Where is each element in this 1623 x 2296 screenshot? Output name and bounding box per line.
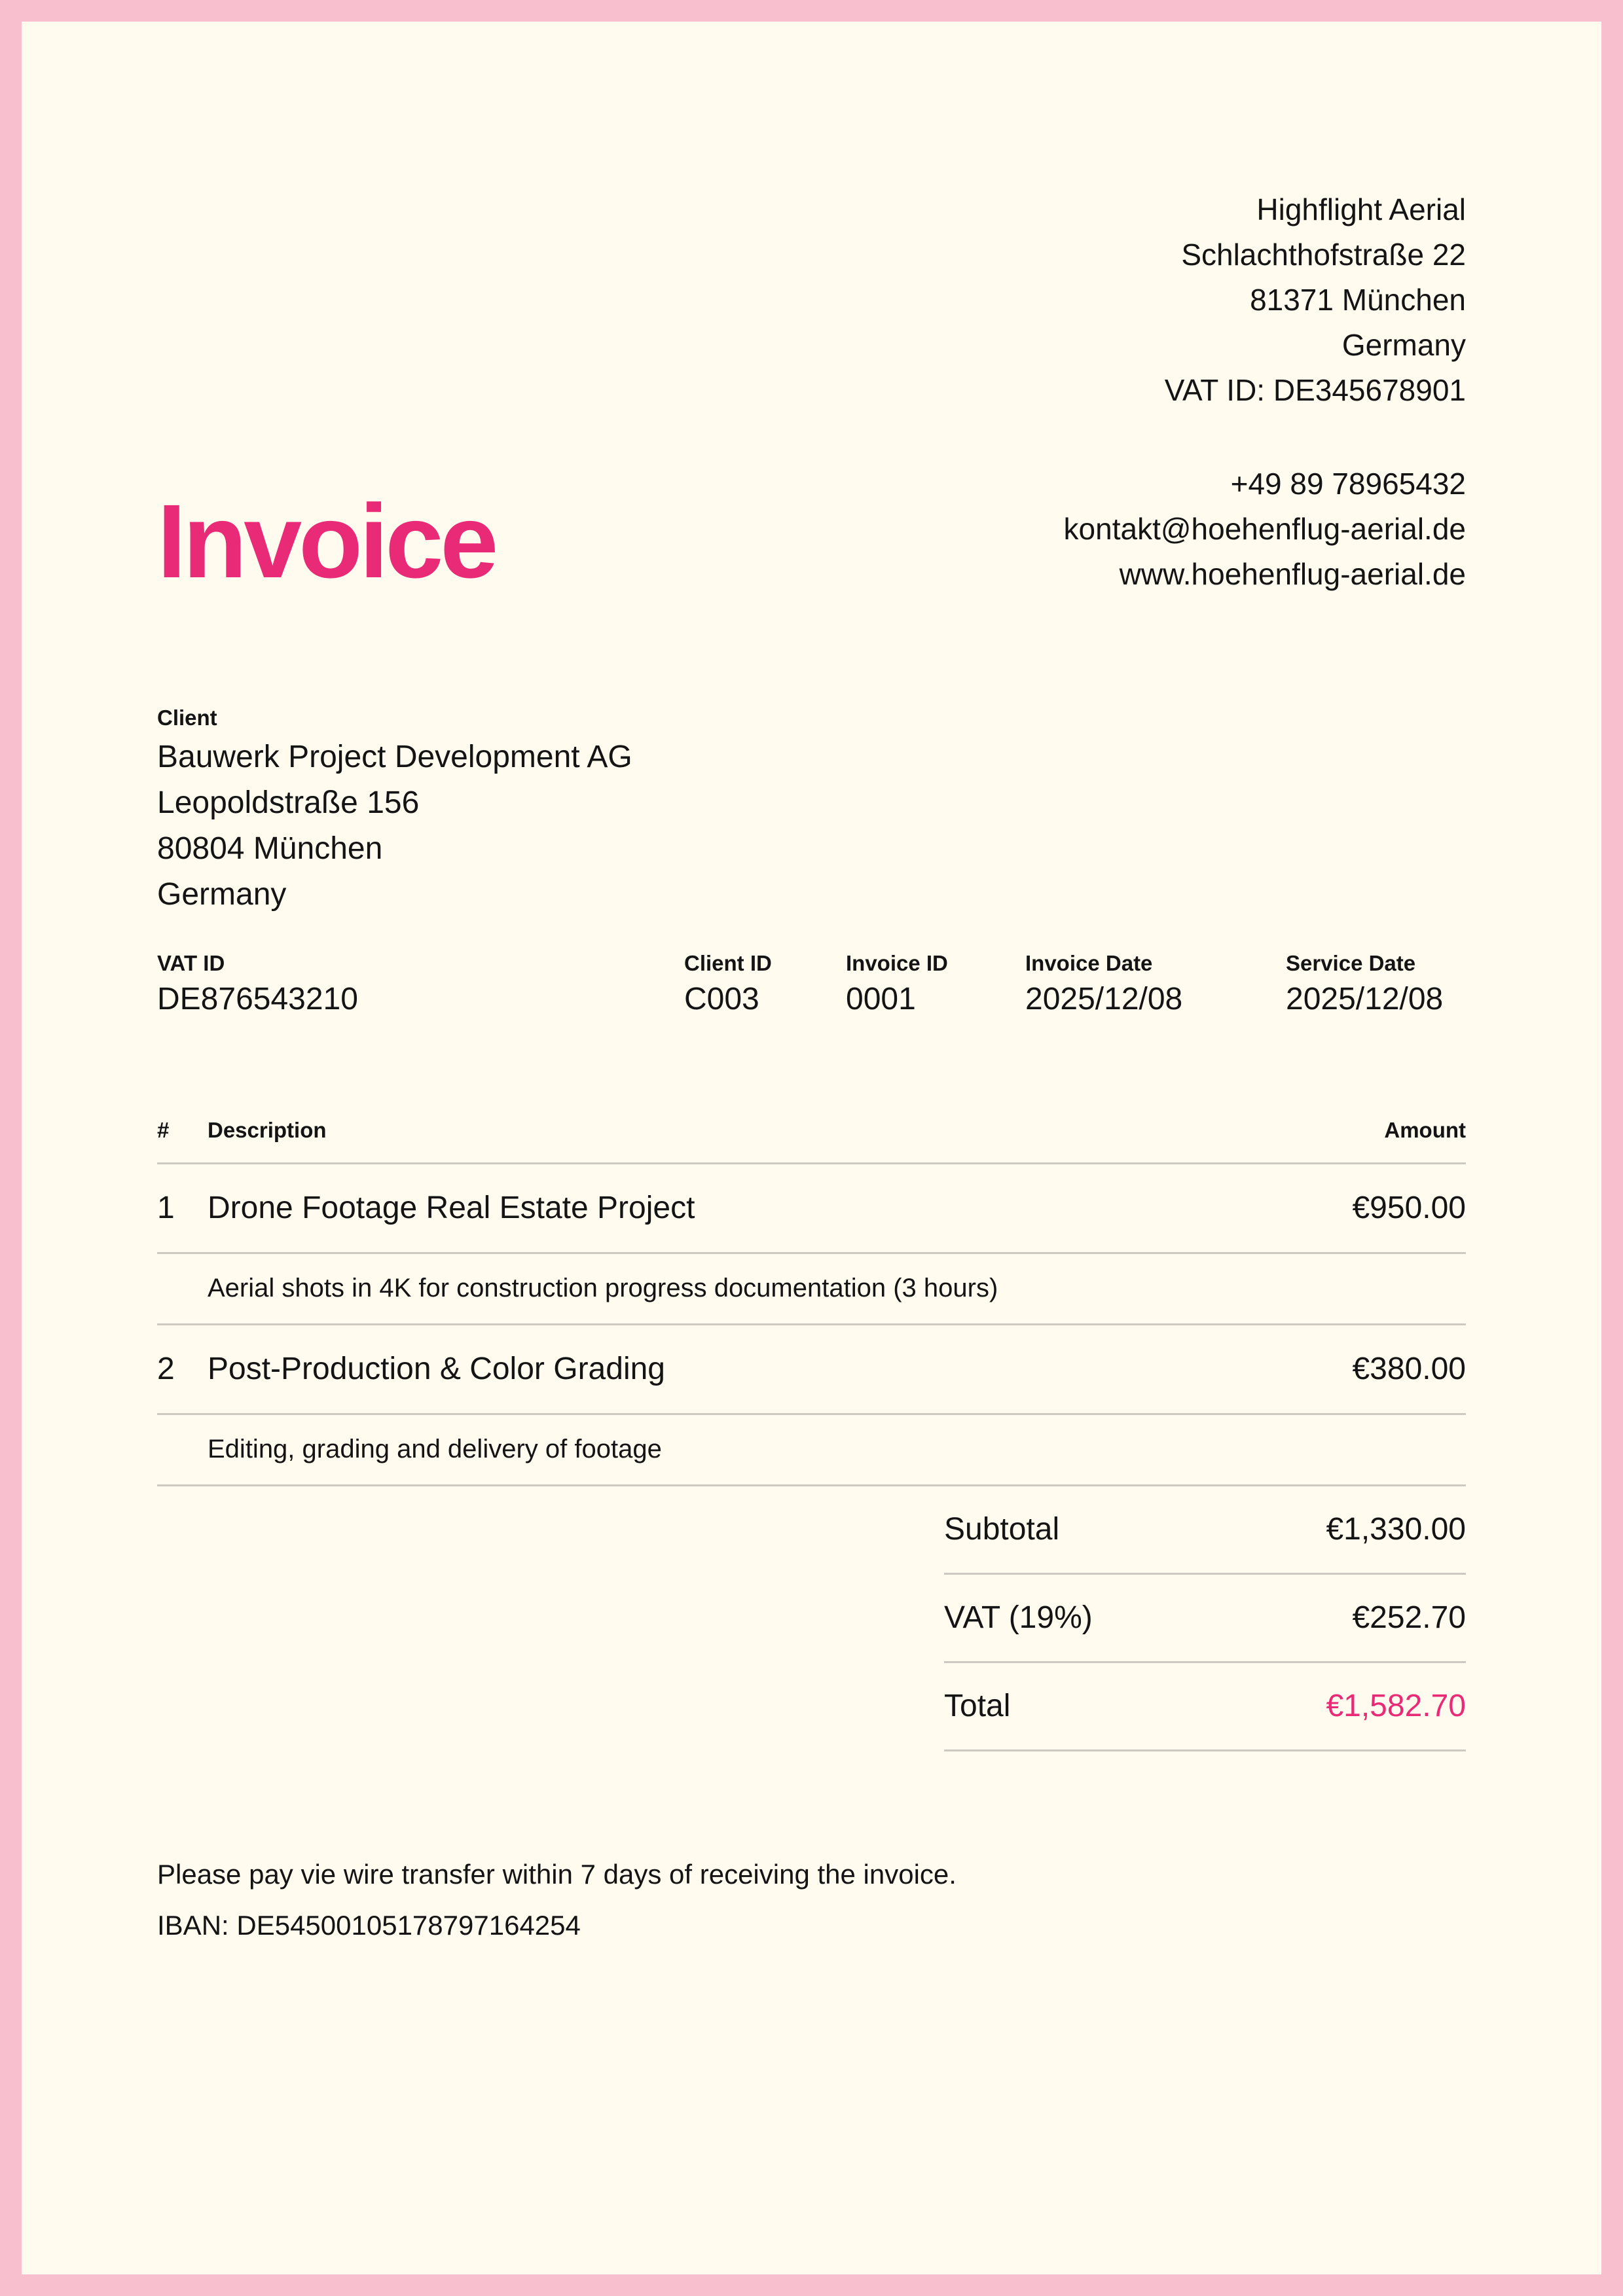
vat-value: €252.70 (1352, 1600, 1466, 1635)
meta-service-date (1286, 947, 1466, 1019)
totals-section (944, 1486, 1466, 1751)
items-table-header (157, 1114, 1466, 1164)
page-title: Invoice (157, 482, 496, 600)
subtotal-label: Subtotal (944, 1512, 1060, 1547)
meta-invoice-id (846, 947, 1025, 1019)
company-country: Germany (1341, 328, 1466, 362)
client-section (157, 702, 1466, 918)
total-row (944, 1663, 1466, 1751)
invoice-meta-row (157, 947, 1466, 1019)
meta-label: Invoice Date (1025, 951, 1153, 975)
iban: IBAN: DE54500105178797164254 (157, 1910, 581, 1941)
item-index: 2 (157, 1352, 175, 1386)
column-header-amount: Amount (1384, 1118, 1466, 1142)
column-header-description: Description (208, 1118, 327, 1142)
client-country: Germany (157, 877, 287, 912)
subtotal-value: €1,330.00 (1326, 1512, 1466, 1547)
client-street: Leopoldstraße 156 (157, 785, 420, 820)
item-amount: €380.00 (1352, 1352, 1466, 1386)
item-description: Drone Footage Real Estate Project (208, 1191, 695, 1225)
client-city: 80804 München (157, 831, 383, 866)
company-vat-id: VAT ID: DE345678901 (1164, 373, 1466, 407)
meta-value: 2025/12/08 (1025, 982, 1183, 1016)
company-email: kontakt@hoehenflug-aerial.de (1063, 512, 1466, 546)
meta-label: VAT ID (157, 951, 225, 975)
company-name: Highflight Aerial (1256, 192, 1466, 226)
items-table (157, 1114, 1466, 1486)
meta-invoice-date (1025, 947, 1286, 1019)
meta-value: C003 (684, 982, 759, 1016)
meta-label: Client ID (684, 951, 772, 975)
client-label: Client (157, 706, 217, 730)
table-row-details (157, 1254, 1466, 1325)
meta-value: 0001 (846, 982, 916, 1016)
table-row (157, 1164, 1466, 1254)
subtotal-row (944, 1486, 1466, 1575)
payment-note: Please pay vie wire transfer within 7 days of receiving the invoice. (157, 1859, 957, 1890)
vat-row (944, 1575, 1466, 1663)
meta-vat-id (157, 947, 684, 1019)
company-website: www.hoehenflug-aerial.de (1119, 557, 1466, 591)
meta-value: DE876543210 (157, 982, 358, 1016)
item-details: Editing, grading and delivery of footage (208, 1435, 662, 1463)
footer (157, 1857, 1466, 1943)
meta-label: Service Date (1286, 951, 1416, 975)
company-street: Schlachthofstraße 22 (1181, 238, 1466, 272)
item-details: Aerial shots in 4K for construction progress documentation (3 hours) (208, 1274, 998, 1302)
company-address-block (157, 187, 1466, 413)
item-amount: €950.00 (1352, 1191, 1466, 1225)
total-value: €1,582.70 (1326, 1689, 1466, 1723)
total-label: Total (944, 1689, 1011, 1723)
invoice-content (22, 22, 1601, 2274)
company-phone: +49 89 78965432 (1230, 467, 1466, 501)
header (157, 187, 1466, 600)
item-description: Post-Production & Color Grading (208, 1352, 665, 1386)
column-header-index: # (157, 1118, 170, 1142)
item-index: 1 (157, 1191, 175, 1225)
client-name: Bauwerk Project Development AG (157, 740, 632, 774)
meta-value: 2025/12/08 (1286, 982, 1444, 1016)
meta-label: Invoice ID (846, 951, 948, 975)
meta-client-id (684, 947, 846, 1019)
table-row-details (157, 1415, 1466, 1486)
company-city: 81371 München (1250, 283, 1466, 317)
vat-label: VAT (19%) (944, 1600, 1093, 1635)
table-row (157, 1325, 1466, 1415)
